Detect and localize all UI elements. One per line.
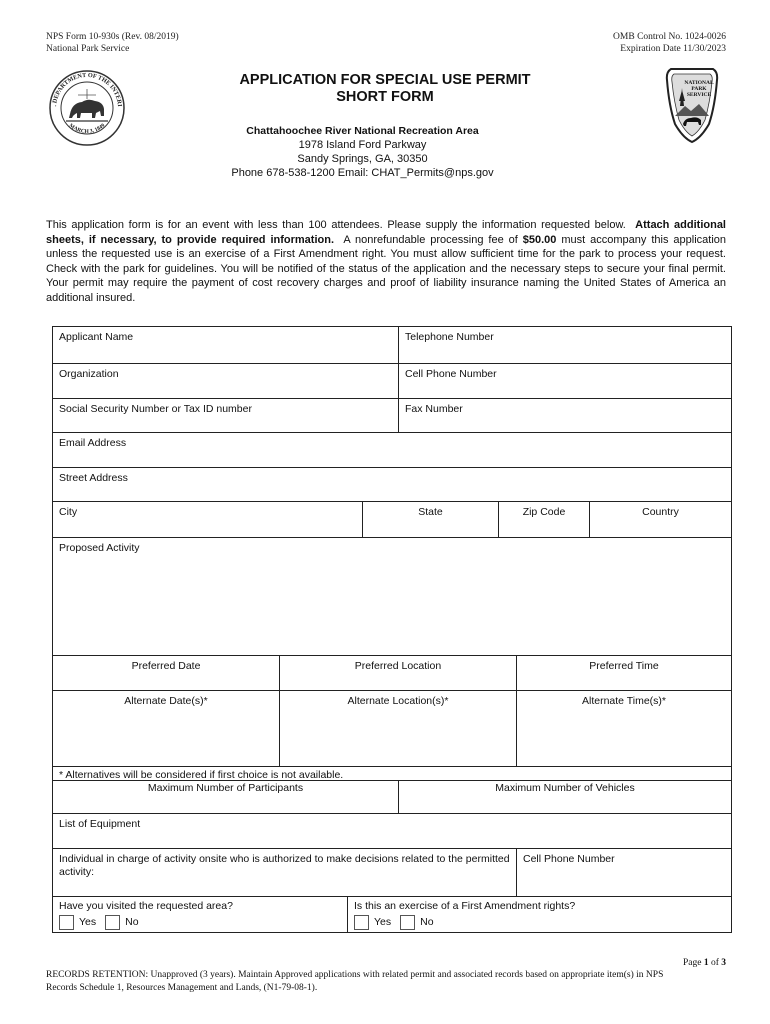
- page-current: 1: [703, 958, 709, 968]
- max-vehicles-field[interactable]: [398, 781, 731, 813]
- visited-yes-label: Yes: [79, 916, 97, 928]
- organization-label: Organization: [59, 368, 119, 380]
- form-row-maximums: [53, 780, 731, 813]
- page-label: Page: [682, 958, 702, 968]
- alternate-location-label: Alternate Location(s)*: [347, 695, 449, 707]
- cell-phone-label: Cell Phone Number: [405, 368, 497, 380]
- max-participants-field[interactable]: [53, 781, 398, 813]
- svg-text:NATIONAL: NATIONAL: [684, 80, 714, 86]
- equipment-label: List of Equipment: [59, 818, 141, 830]
- visited-area-label: Have you visited the requested area?: [59, 900, 233, 912]
- fee-amount: $50.00: [522, 233, 557, 246]
- first-amendment-yes-label: Yes: [374, 916, 392, 928]
- park-name: Chattahoochee River National Recreation Area: [246, 125, 479, 137]
- intro-text-1: This application form is for an event with less than 100 attendees. Please supply the information requested below.: [46, 219, 626, 231]
- form-row-street: [53, 467, 731, 501]
- form-row-city: [53, 501, 731, 537]
- retention-line-2: Records Schedule 1, Resources Management and Lands, (N1-79-08-1).: [46, 983, 318, 993]
- visited-area-options: [59, 915, 341, 930]
- cell-phone-field[interactable]: [398, 364, 731, 398]
- page-title: [0, 72, 770, 106]
- state-field[interactable]: [362, 502, 498, 537]
- individual-in-charge-field[interactable]: [53, 849, 516, 896]
- street-address-label: Street Address: [59, 472, 128, 484]
- visited-yes-checkbox[interactable]: [59, 915, 74, 930]
- first-amendment-options: [354, 915, 725, 930]
- svg-text:U.S. DEPARTMENT OF THE INTERIO: . DEPARTMENT OF THE INTERI: [51, 71, 123, 107]
- page-total: 3: [721, 958, 726, 968]
- city-field[interactable]: [53, 502, 362, 537]
- first-amendment-question: [347, 897, 731, 932]
- title-line-1: APPLICATION FOR SPECIAL USE PERMIT: [239, 72, 531, 88]
- visited-area-question: [53, 897, 347, 932]
- alternate-date-field[interactable]: [53, 691, 279, 766]
- max-vehicles-label: Maximum Number of Vehicles: [495, 782, 635, 794]
- visited-no-checkbox[interactable]: [105, 915, 120, 930]
- street-address-field[interactable]: [53, 468, 731, 501]
- alternatives-note: * Alternatives will be considered if first choice is not available.: [53, 766, 731, 780]
- intro-text-2: A nonrefundable processing fee of: [343, 233, 518, 246]
- state-label: State: [418, 506, 443, 518]
- alternate-location-field[interactable]: [279, 691, 516, 766]
- svg-text:PARK: PARK: [691, 86, 707, 92]
- contact-line: Phone 678-538-1200 Email: CHAT_Permits@nps.gov: [231, 167, 494, 179]
- svg-text:SERVICE: SERVICE: [686, 92, 712, 98]
- proposed-activity-field[interactable]: [53, 538, 731, 655]
- ssn-label: Social Security Number or Tax ID number: [59, 403, 252, 415]
- address-line-2: Sandy Springs, GA, 30350: [297, 153, 428, 165]
- intro-paragraph: [46, 218, 726, 305]
- form-number: NPS Form 10-930s (Rev. 08/2019): [46, 32, 179, 42]
- title-line-2: SHORT FORM: [336, 89, 434, 105]
- email-label: Email Address: [59, 437, 127, 449]
- alternate-time-label: Alternate Time(s)*: [581, 695, 667, 707]
- omb-block: [613, 31, 726, 55]
- organization-field[interactable]: [53, 364, 398, 398]
- omb-control: OMB Control No. 1024-0026: [613, 32, 726, 42]
- city-label: City: [59, 506, 78, 518]
- fax-label: Fax Number: [405, 403, 463, 415]
- first-amendment-no-checkbox[interactable]: [400, 915, 415, 930]
- equipment-field[interactable]: [53, 814, 731, 848]
- proposed-activity-label: Proposed Activity: [59, 542, 140, 554]
- form-row-organization: [53, 363, 731, 398]
- intro-text-3: must accompany this application unless the requested use is an exercise of a First Amendment right. You must allow sufficient time for the park to process your request. Check with the park for guidelines. You will be notified of the status of the application and the necessary steps to secure your final permit. Your permit may require the payment of cost recovery charges and proof of liability insurance naming the United States of America an additional insured.: [46, 233, 727, 304]
- preferred-location-label: Preferred Location: [354, 660, 442, 672]
- preferred-time-field[interactable]: [516, 656, 731, 690]
- form-row-ssn: [53, 398, 731, 432]
- preferred-location-field[interactable]: [279, 656, 516, 690]
- preferred-date-label: Preferred Date: [131, 660, 201, 672]
- intro-bold-text: Attach additional sheets, if necessary, to provide required information.: [46, 219, 726, 246]
- country-field[interactable]: [589, 502, 731, 537]
- form-row-preferred: [53, 655, 731, 690]
- visited-no-label: No: [125, 916, 139, 928]
- zip-code-label: Zip Code: [522, 506, 566, 518]
- preferred-time-label: Preferred Time: [589, 660, 659, 672]
- form-row-equipment: [53, 813, 731, 848]
- max-participants-label: Maximum Number of Participants: [147, 782, 304, 794]
- form-row-alternate: [53, 690, 731, 766]
- expiration-date: Expiration Date 11/30/2023: [620, 44, 726, 54]
- application-form: [52, 326, 732, 933]
- form-number-block: [46, 31, 179, 55]
- records-retention: [46, 969, 736, 995]
- svg-text:MARCH 3, 1849: MARCH 3, 1849: [67, 122, 107, 135]
- form-row-questions: [53, 896, 731, 932]
- individual-cell-phone-label: Cell Phone Number: [523, 853, 615, 865]
- preferred-date-field[interactable]: [53, 656, 279, 690]
- form-row-email: [53, 432, 731, 467]
- agency-name: National Park Service: [46, 44, 130, 54]
- first-amendment-label: Is this an exercise of a First Amendment rights?: [354, 900, 576, 912]
- park-address-block: [0, 124, 725, 180]
- applicant-name-label: Applicant Name: [59, 331, 134, 343]
- telephone-field[interactable]: [398, 327, 731, 363]
- ssn-field[interactable]: [53, 399, 398, 432]
- country-label: Country: [642, 506, 679, 518]
- individual-in-charge-label: Individual in charge of activity onsite who is authorized to make decisions related to the permitted activity:: [59, 853, 510, 878]
- form-row-activity: [53, 537, 731, 655]
- first-amendment-yes-checkbox[interactable]: [354, 915, 369, 930]
- fax-field[interactable]: [398, 399, 731, 432]
- retention-line-1: RECORDS RETENTION: Unapproved (3 years). Maintain Approved applications with related permit and associated records based on appropriate item(s) in NPS: [46, 970, 664, 980]
- zip-code-field[interactable]: [498, 502, 589, 537]
- telephone-label: Telephone Number: [405, 331, 494, 343]
- alternate-date-label: Alternate Date(s)*: [124, 695, 208, 707]
- applicant-name-field[interactable]: [53, 327, 398, 363]
- page-of: of: [710, 958, 719, 968]
- form-row-applicant: [53, 327, 731, 363]
- alternate-time-field[interactable]: [516, 691, 731, 766]
- individual-cell-phone-field[interactable]: [516, 849, 731, 896]
- form-row-individual: [53, 848, 731, 896]
- address-line-1: 1978 Island Ford Parkway: [298, 139, 427, 151]
- first-amendment-no-label: No: [420, 916, 434, 928]
- email-field[interactable]: [53, 433, 731, 467]
